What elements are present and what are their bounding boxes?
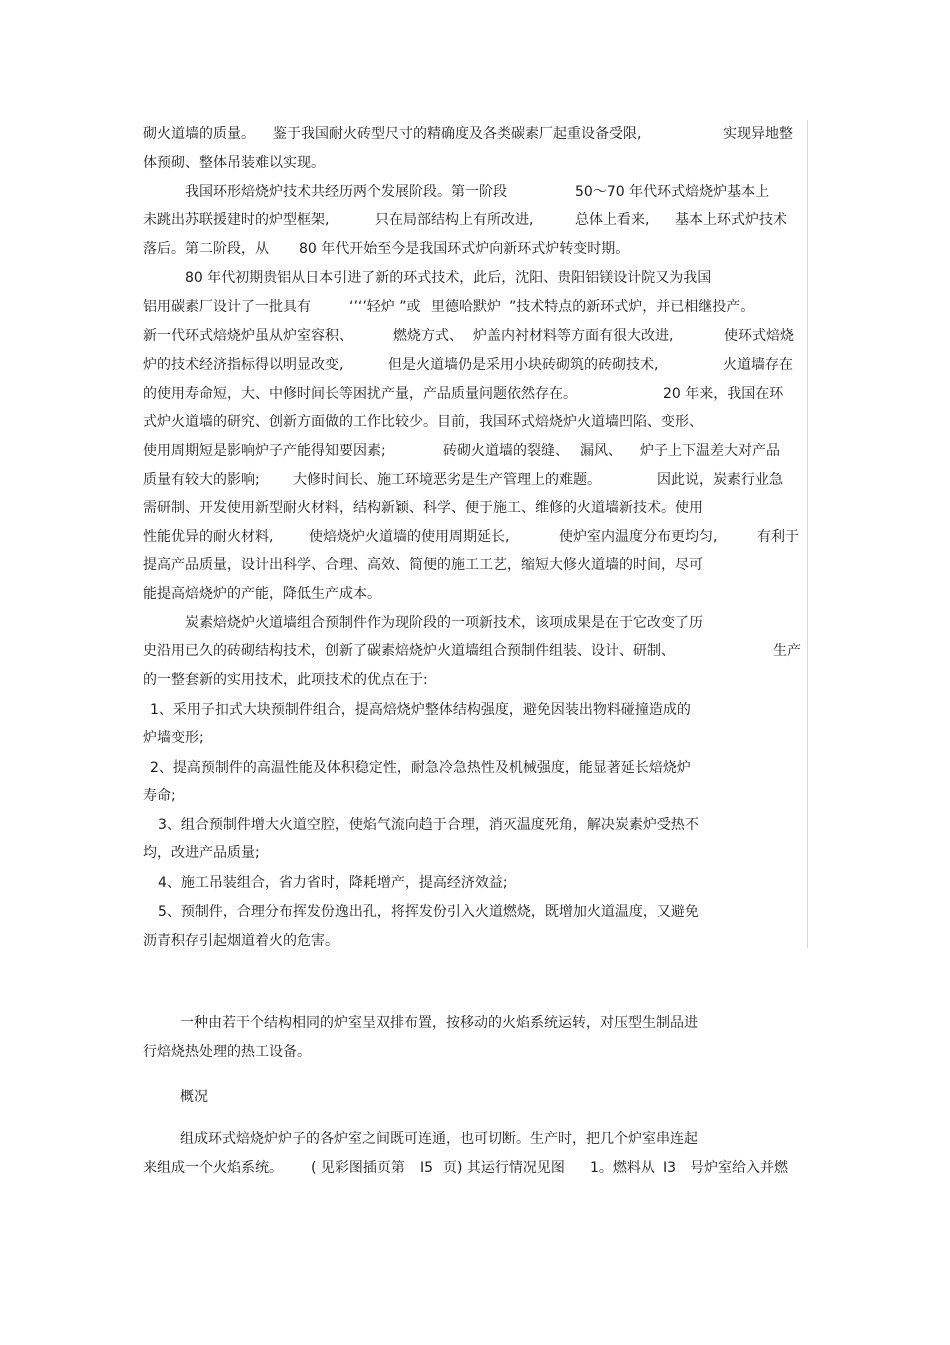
text-run: 砖砌火道墙的裂缝、 (443, 443, 569, 459)
text-run: 鉴于我国耐火砖型尺寸的精确度及各类碳素厂起重设备受限, (273, 126, 642, 142)
text-run: 总体上看来, (575, 212, 650, 228)
text-run: ( 见彩图插页第 (311, 1160, 405, 1176)
text-line (0, 842, 950, 864)
text-run: I5 (420, 1160, 434, 1176)
text-run: ‘’‘’轻炉 ”或 (349, 299, 421, 315)
heading-text: 概况 (180, 1089, 208, 1105)
text-run: 4、施工吊装组合，省力省时，降耗增产，提高经济效益; (158, 875, 508, 891)
text-run: 铝用碳素厂设计了一批具有 (143, 299, 311, 315)
text-run: 火道墙存在 (723, 357, 793, 373)
text-line (0, 612, 950, 634)
text-run: 基本上环式炉技术 (675, 212, 787, 228)
text-run: 炉的技术经济指标得以明显改变, (143, 357, 344, 373)
text-run: 使环式焙烧 (724, 328, 794, 344)
text-run: 只在局部结构上有所改进, (375, 212, 534, 228)
list-item (0, 699, 950, 721)
text-line (0, 727, 950, 749)
text-run: 提高产品质量，设计出科学、合理、高效、简便的施工工艺，缩短大修火道墙的时间，尽可 (143, 557, 703, 573)
text-run: 炭素焙烧炉火道墙组合预制件作为现阶段的一项新技术，该项成果是在于它改变了历 (185, 615, 703, 631)
text-run: 新一代环式焙烧炉虽从炉室容积、 (143, 328, 353, 344)
text-run: 能提高焙烧炉的产能，降低生产成本。 (143, 586, 381, 602)
text-run: 炉子上下温差大对产品 (640, 443, 780, 459)
text-line (0, 123, 950, 145)
text-line (0, 469, 950, 491)
text-run: 里德哈默炉 (431, 299, 501, 315)
text-run: 需研制、开发使用新型耐火材料，结构新颖、科学、便于施工、维修的火道墙新技术。使用 (143, 500, 703, 516)
text-run: 1。燃料从 (590, 1160, 655, 1176)
text-run: 80 年代初期贵铝从日本引进了新的环式技术，此后，沈阳、贵阳铝镁设计院又为我国 (185, 270, 712, 286)
text-run: 漏风、 (580, 443, 622, 459)
text-run: 2、提高预制件的高温性能及体积稳定性，耐急冷急热性及机械强度，能显著延长焙烧炉 (150, 760, 691, 776)
text-line (0, 1041, 950, 1063)
text-line (0, 554, 950, 576)
text-line (0, 411, 950, 433)
text-line (0, 526, 950, 548)
text-run: 沥青积存引起烟道着火的危害。 (143, 933, 339, 949)
text-line (0, 930, 950, 952)
text-run: 页) 其运行情况见图 (443, 1160, 565, 1176)
text-line (0, 669, 950, 691)
text-run: 均，改进产品质量; (143, 845, 260, 861)
text-line (0, 1157, 950, 1179)
text-run: 性能优异的耐火材料, (143, 529, 274, 545)
text-run: 一种由若干个结构相同的炉室呈双排布置，按移动的火焰系统运转，对压型生制品进 (180, 1015, 698, 1031)
text-run: 实现异地整 (723, 126, 793, 142)
text-run: 式炉火道墙的研究、创新方面做的工作比较少。目前，我国环式焙烧炉火道墙凹陷、变形、 (143, 414, 703, 430)
text-run: 20 年来，我国在环 (663, 386, 784, 402)
text-run: 史沿用已久的砖砌结构技术，创新了碳素焙烧炉火道墙组合预制件组装、设计、研制、 (143, 643, 675, 659)
text-line (0, 354, 950, 376)
text-run: 因此说，炭素行业急 (657, 472, 783, 488)
text-run: 行焙烧热处理的热工设备。 (143, 1044, 311, 1060)
text-run: 50～70 年代环式焙烧炉基本上 (575, 184, 770, 200)
list-item (0, 901, 950, 923)
text-run: 使焙烧炉火道墙的使用周期延长, (309, 529, 510, 545)
text-run: 生产 (773, 643, 801, 659)
text-run: 有利于 (757, 529, 799, 545)
text-line (0, 1128, 950, 1150)
text-run: 组成环式焙烧炉炉子的各炉室之间既可连通，也可切断。生产时，把几个炉室串连起 (180, 1131, 698, 1147)
text-line (0, 181, 950, 203)
text-run: 我国环形焙烧炉技术共经历两个发展阶段。第一阶段 (185, 184, 507, 200)
text-run: 落后。第二阶段，从 (143, 241, 269, 257)
text-line (0, 238, 950, 260)
text-line (0, 440, 950, 462)
text-run: 1、采用子扣式大块预制件组合，提高焙烧炉整体结构强度，避免因装出物料碰撞造成的 (150, 702, 691, 718)
text-line (0, 497, 950, 519)
text-run: 使炉室内温度分布更均匀, (559, 529, 718, 545)
text-run: 号炉室给入并燃 (690, 1160, 788, 1176)
list-item (0, 814, 950, 836)
text-run: 来组成一个火焰系统。 (143, 1160, 283, 1176)
text-run: 使用周期短是影响炉子产能得知要因素; (143, 443, 386, 459)
text-line (0, 209, 950, 231)
text-run: 5、预制件，合理分布挥发份逸出孔，将挥发份引入火道燃烧，既增加火道温度，又避免 (158, 904, 699, 920)
text-line (0, 267, 950, 289)
text-run: 砌火道墙的质量。 (143, 126, 255, 142)
text-run: 大修时间长、施工环境恶劣是生产管理上的难题。 (293, 472, 601, 488)
text-run: 的一整套新的实用技术，此项技术的优点在于: (143, 672, 428, 688)
text-run: 燃烧方式、 (393, 328, 463, 344)
text-line (0, 785, 950, 807)
text-line (0, 640, 950, 662)
text-run: 未跳出苏联援建时的炉型框架, (143, 212, 330, 228)
text-run: 但是火道墙仍是采用小块砖砌筑的砖砌技术, (388, 357, 659, 373)
text-line (0, 1012, 950, 1034)
text-run: I3 (663, 1160, 677, 1176)
text-run: ”技术特点的新环式炉，并已相继投产。 (509, 299, 755, 315)
text-line (0, 152, 950, 174)
text-run: 体预砌、整体吊装难以实现。 (143, 155, 325, 171)
text-run: 的使用寿命短，大、中修时间长等困扰产量，产品质量问题依然存在。 (143, 386, 577, 402)
text-run: 80 年代开始至今是我国环式炉向新环式炉转变时期。 (299, 241, 630, 257)
text-line (0, 325, 950, 347)
text-run: 质量有较大的影响; (143, 472, 260, 488)
text-run: 炉盖内衬材料等方面有很大改进, (473, 328, 674, 344)
text-line (0, 383, 950, 405)
text-line (0, 583, 950, 605)
text-line (0, 296, 950, 318)
list-item (0, 872, 950, 894)
section-heading (0, 1086, 950, 1108)
list-item (0, 757, 950, 779)
text-run: 炉墙变形; (143, 730, 204, 746)
text-run: 寿命; (143, 788, 176, 804)
text-run: 3、组合预制件增大火道空腔，使焰气流向趋于合理，消灭温度死角，解决炭素炉受热不 (158, 817, 699, 833)
